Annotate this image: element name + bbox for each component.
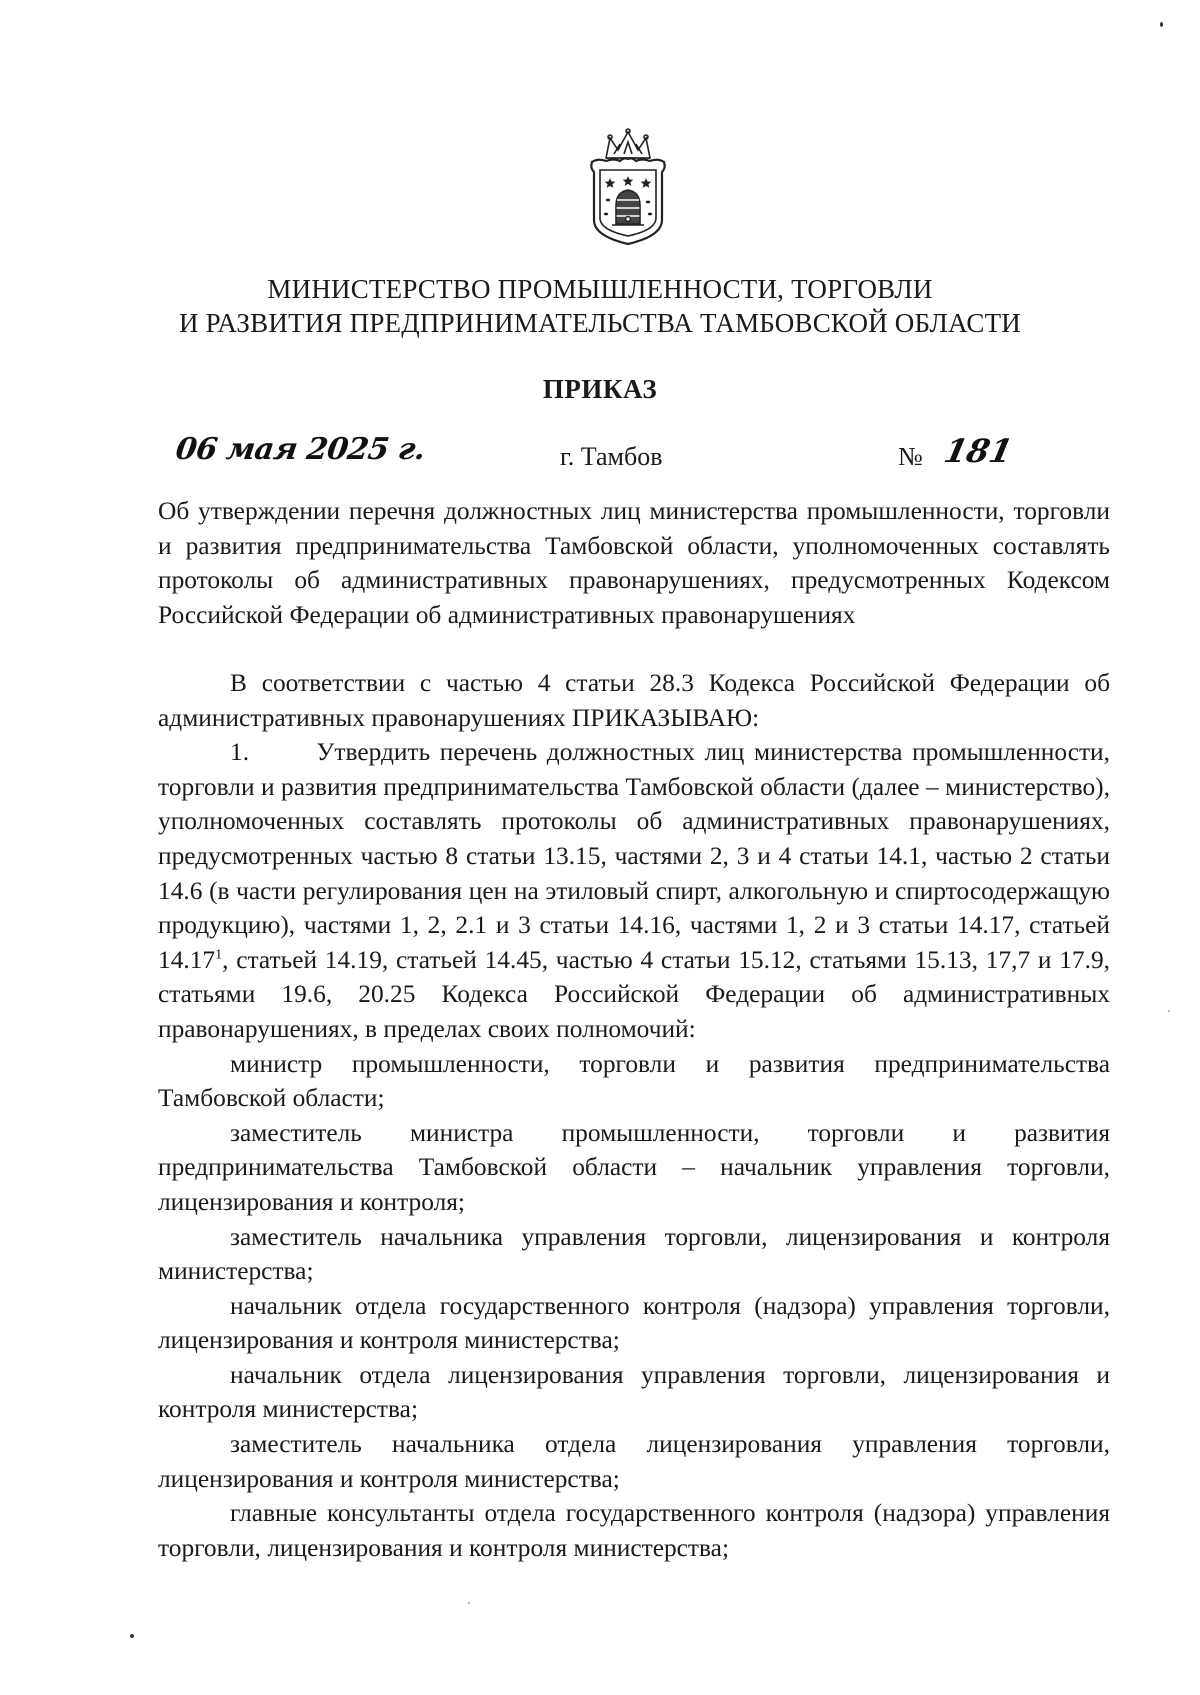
ministry-name-line2: И РАЗВИТИЯ ПРЕДПРИНИМАТЕЛЬСТВА ТАМБОВСКОЙ ОБЛАСТИ — [179, 308, 1021, 338]
official-list-item: заместитель начальника управления торговли, лицензирования и контроля министерства; — [158, 1222, 1110, 1286]
item-1-paragraph — [158, 735, 1110, 1046]
official-list-item: заместитель начальника отдела лицензирования управления торговли, лицензирования и контроля министерства; — [158, 1430, 1110, 1493]
city-label: г. Тамбов — [560, 442, 663, 471]
item-1-number: 1. — [230, 738, 250, 767]
handwritten-order-number: 181 — [940, 432, 1016, 470]
handwritten-date: 06 мая 2025 г. — [173, 432, 428, 467]
scan-speck — [468, 1602, 470, 1604]
order-body — [158, 666, 1110, 1565]
scan-speck — [1168, 1010, 1170, 1012]
scan-speck — [130, 1634, 134, 1638]
item-1-superscript: 1 — [215, 947, 223, 963]
official-list-item: главные консультанты отдела государственного контроля (надзора) управления торговли, лицензирования и контроля министерства; — [158, 1499, 1110, 1562]
official-list-item: министр промышленности, торговли и развития предпринимательства Тамбовской области; — [158, 1049, 1110, 1113]
tambov-coat-of-arms-icon — [584, 128, 672, 246]
item-1-text-continued: , статьей 14.19, статьей 14.45, частью 4 статьи 15.12, статьями 15.13, 17,7 и 17.9, статьями 19.6, 20.25 Кодекса Российской Федерации об административных правонарушениях, в пределах своих полномочий: — [158, 945, 1110, 1043]
preamble-paragraph: В соответствии с частью 4 статьи 28.3 Кодекса Российской Федерации об административных правонарушениях ПРИКАЗЫВАЮ: — [158, 669, 1110, 732]
official-list-item: начальник отдела государственного контроля (надзора) управления торговли, лицензирования и контроля министерства; — [158, 1291, 1110, 1355]
item-1-text: Утвердить перечень должностных лиц министерства промышленности, торговли и развития предпринимательства Тамбовской области (далее – министерство), уполномоченных составлять протоколы об административных правонарушениях, предусмотренных частью 8 статьи 13.15, частями 2, 3 и 4 статьи 14.1, частью 2 статьи 14.6 (в части регулирования цен на этиловый спирт, алкогольную и спиртосодержащую продукцию), частями 1, 2, 2.1 и 3 статьи 14.16, частями 1, 2 и 3 статьи 14.17, статьей 14.17 — [158, 738, 1110, 974]
scan-speck — [1160, 22, 1163, 27]
order-title — [158, 494, 1110, 632]
document-type-heading: ПРИКАЗ — [542, 374, 658, 404]
official-list-item: начальник отдела лицензирования управления торговли, лицензирования и контроля министерства; — [158, 1360, 1110, 1424]
order-title-text: Об утверждении перечня должностных лиц министерства промышленности, торговли и развития предпринимательства Тамбовской области, уполномоченных составлять протоколы об административных правонарушениях, предусмотренных Кодексом Российской Федерации об административных правонарушениях — [158, 497, 1110, 629]
number-sign: № — [898, 442, 923, 471]
official-list-item: заместитель министра промышленности, торговли и развития предпринимательства Тамбовской области – начальник управления торговли, лицензирования и контроля; — [158, 1118, 1110, 1216]
ministry-name-line1: МИНИСТЕРСТВО ПРОМЫШЛЕННОСТИ, ТОРГОВЛИ — [267, 274, 933, 304]
